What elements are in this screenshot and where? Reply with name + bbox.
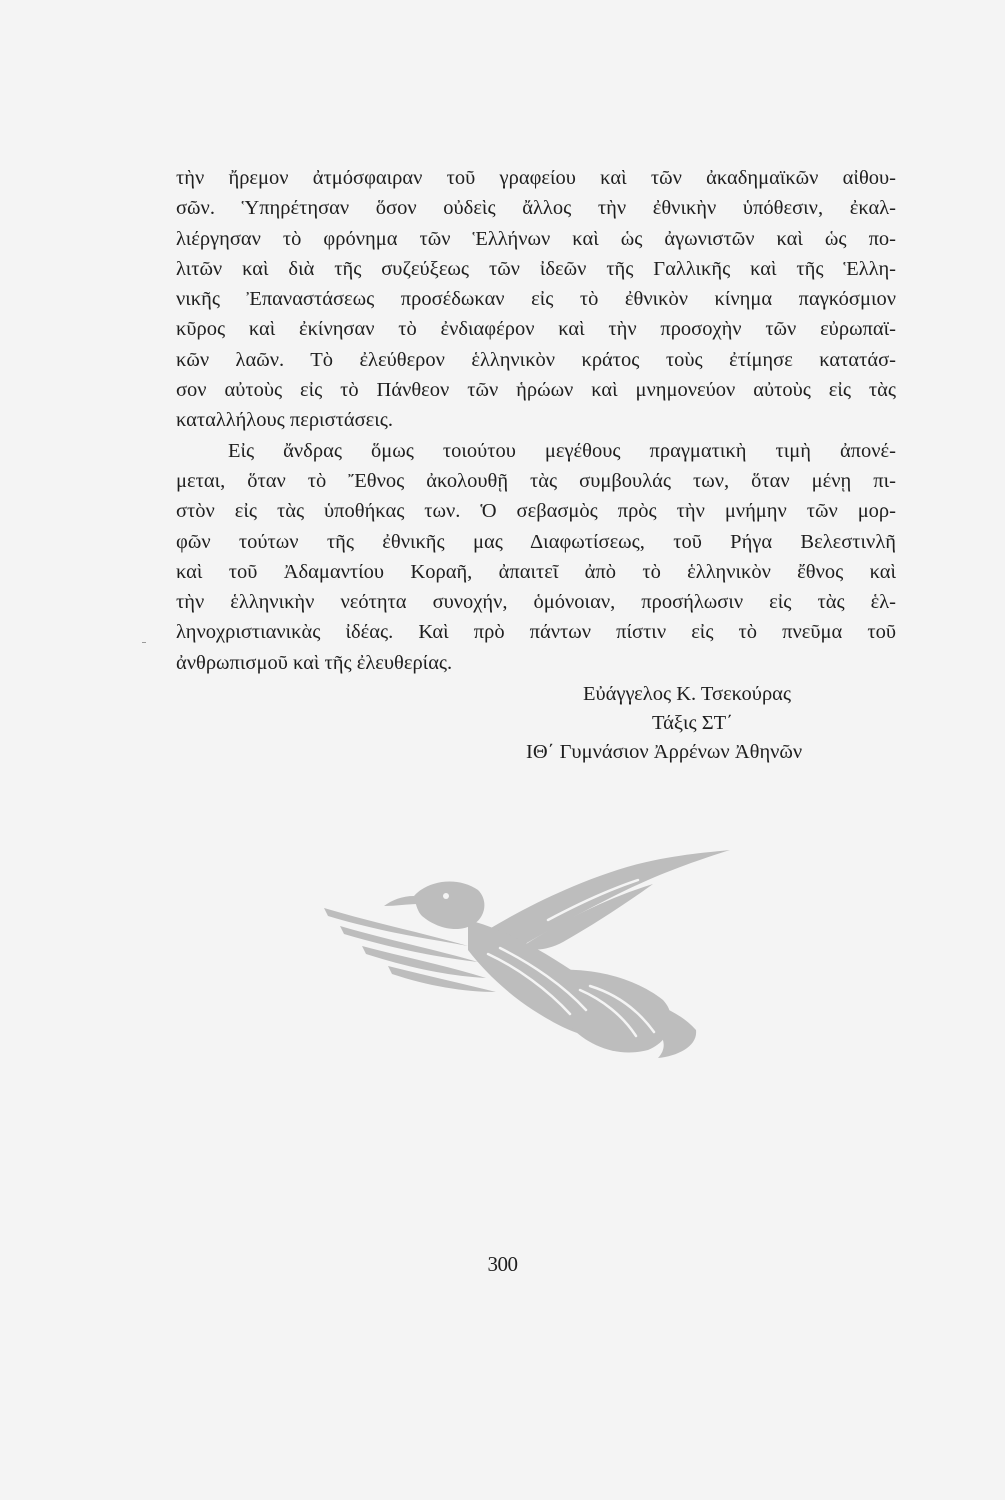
text-line: καὶ τοῦ Ἀδαμαντίου Κοραῆ, ἀπαιτεῖ ἀπὸ τὸ ἑλληνικὸν ἔθνος καὶ — [176, 560, 896, 583]
text-line: τὴν ἤρεμον ἀτμόσφαιραν τοῦ γραφείου καὶ τῶν ἀκαδημαϊκῶν αἰθου- — [176, 167, 896, 189]
author-school: ΙΘ΄ Γυμνάσιον Ἀρρένων Ἀθηνῶν — [526, 741, 803, 763]
text-line: στὸν εἰς τὰς ὑποθήκας των. Ὁ σεβασμὸς πρὸς τὴν μνήμην τῶν μορ- — [176, 500, 896, 523]
body-text — [176, 163, 896, 678]
signature-block — [520, 680, 896, 767]
author-name: Εὐάγγελος Κ. Τσεκούρας — [583, 683, 792, 705]
text-line: κῶν λαῶν. Τὸ ἐλεύθερον ἑλληνικὸν κράτος τοὺς ἐτίμησε κατατάσ- — [176, 348, 896, 371]
text-line: Εἰς ἄνδρας ὅμως τοιούτου μεγέθους πραγματικὴ τιμὴ ἀπονέ- — [228, 439, 896, 462]
author-class: Τάξις ΣΤ΄ — [652, 712, 734, 734]
text-line: σον αὐτοὺς εἰς τὸ Πάνθεον τῶν ἡρώων καὶ μνημονεύον αὐτοὺς εἰς τὰς — [176, 379, 896, 402]
page-number: 300 — [487, 1252, 518, 1276]
text-line: τὴν ἑλληνικὴν νεότητα συνοχήν, ὁμόνοιαν, προσήλωσιν εἰς τὰς ἑλ- — [176, 591, 896, 614]
text-line: φῶν τούτων τῆς ἐθνικῆς μας Διαφωτίσεως, τοῦ Ρήγα Βελεστινλῆ — [176, 530, 896, 553]
text-line: ἀνθρωπισμοῦ καὶ τῆς ἐλευθερίας. — [176, 651, 453, 674]
text-line: ληνοχριστιανικὰς ἰδέας. Καὶ πρὸ πάντων πίστιν εἰς τὸ πνεῦμα τοῦ — [176, 621, 896, 644]
text-line: σῶν. Ὑπηρέτησαν ὅσον οὐδεὶς ἄλλος τὴν ἐθνικὴν ὑπόθεσιν, ἐκαλ- — [176, 197, 896, 220]
text-line: λιέργησαν τὸ φρόνημα τῶν Ἑλλήνων καὶ ὡς ἀγωνιστῶν καὶ ὡς πο- — [176, 227, 896, 250]
text-line: καταλλήλους περιστάσεις. — [176, 409, 394, 432]
text-line: νικῆς Ἐπαναστάσεως προσέδωκαν εἰς τὸ ἐθνικὸν κίνημα παγκόσμιον — [176, 288, 896, 311]
dove-icon — [318, 850, 738, 1060]
text-line: κῦρος καὶ ἐκίνησαν τὸ ἐνδιαφέρον καὶ τὴν προσοχὴν τῶν εὐρωπαϊ- — [176, 318, 896, 341]
margin-mark — [142, 642, 146, 643]
text-line: λιτῶν καὶ διὰ τῆς συζεύξεως τῶν ἰδεῶν τῆς Γαλλικῆς καὶ τῆς Ἑλλη- — [176, 257, 896, 280]
text-line: μεται, ὅταν τὸ Ἔθνος ἀκολουθῇ τὰς συμβουλάς των, ὅταν μένῃ πι- — [176, 469, 896, 492]
